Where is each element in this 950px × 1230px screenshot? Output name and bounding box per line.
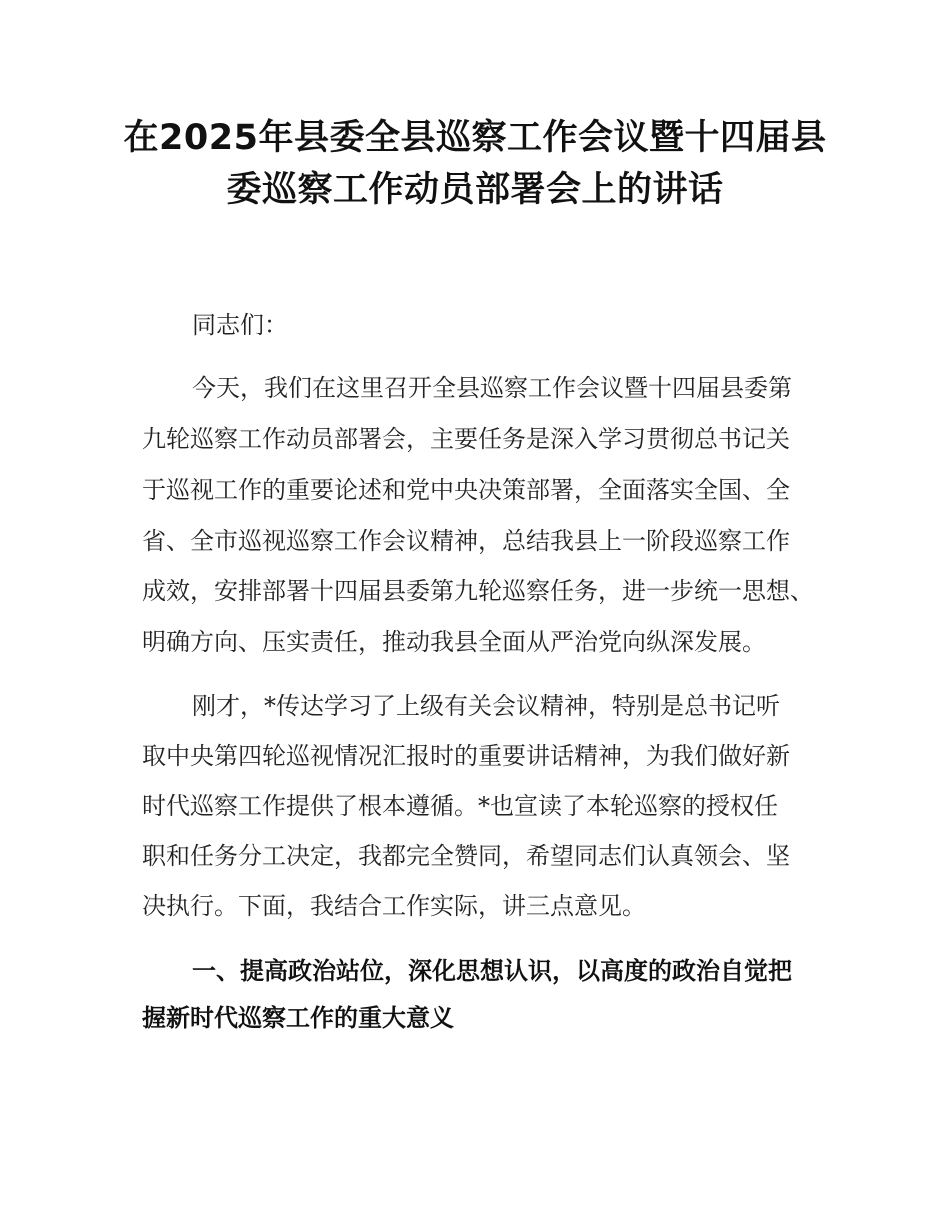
paragraph-1-line-1: 今天，我们在这里召开全县巡察工作会议暨十四届县委第	[192, 374, 792, 402]
salutation: 同志们：	[192, 311, 288, 339]
paragraph-1-line-3: 于巡视工作的重要论述和党中央决策部署，全面落实全国、全	[142, 476, 790, 504]
paragraph-1-line-5: 成效，安排部署十四届县委第九轮巡察任务，进一步统一思想、	[142, 577, 814, 605]
paragraph-2-line-2: 取中央第四轮巡视情况汇报时的重要讲话精神，为我们做好新	[142, 742, 790, 770]
section-heading-1-line-1: 一、提高政治站位，深化思想认识，以高度的政治自觉把	[192, 957, 792, 985]
paragraph-2-line-4: 职和任务分工决定，我都完全赞同，希望同志们认真领会、坚	[142, 842, 790, 870]
paragraph-2-line-3: 时代巡察工作提供了根本遵循。*也宣读了本轮巡察的授权任	[142, 792, 778, 820]
paragraph-1-line-6: 明确方向、压实责任，推动我县全面从严治党向纵深发展。	[142, 628, 766, 656]
paragraph-2-line-5: 决执行。下面，我结合工作实际，讲三点意见。	[142, 892, 646, 920]
document-title	[120, 112, 830, 216]
paragraph-2-line-1: 刚才，*传达学习了上级有关会议精神，特别是总书记听	[192, 692, 780, 720]
section-heading-1-line-2: 握新时代巡察工作的重大意义	[142, 1004, 454, 1032]
title-line-2: 委巡察工作动员部署会上的讲话	[226, 170, 724, 210]
paragraph-1-line-4: 省、全市巡视巡察工作会议精神，总结我县上一阶段巡察工作	[142, 527, 790, 555]
title-line-1: 在2025年县委全县巡察工作会议暨十四届县	[123, 118, 827, 158]
paragraph-1-line-2: 九轮巡察工作动员部署会，主要任务是深入学习贯彻总书记关	[142, 425, 790, 453]
